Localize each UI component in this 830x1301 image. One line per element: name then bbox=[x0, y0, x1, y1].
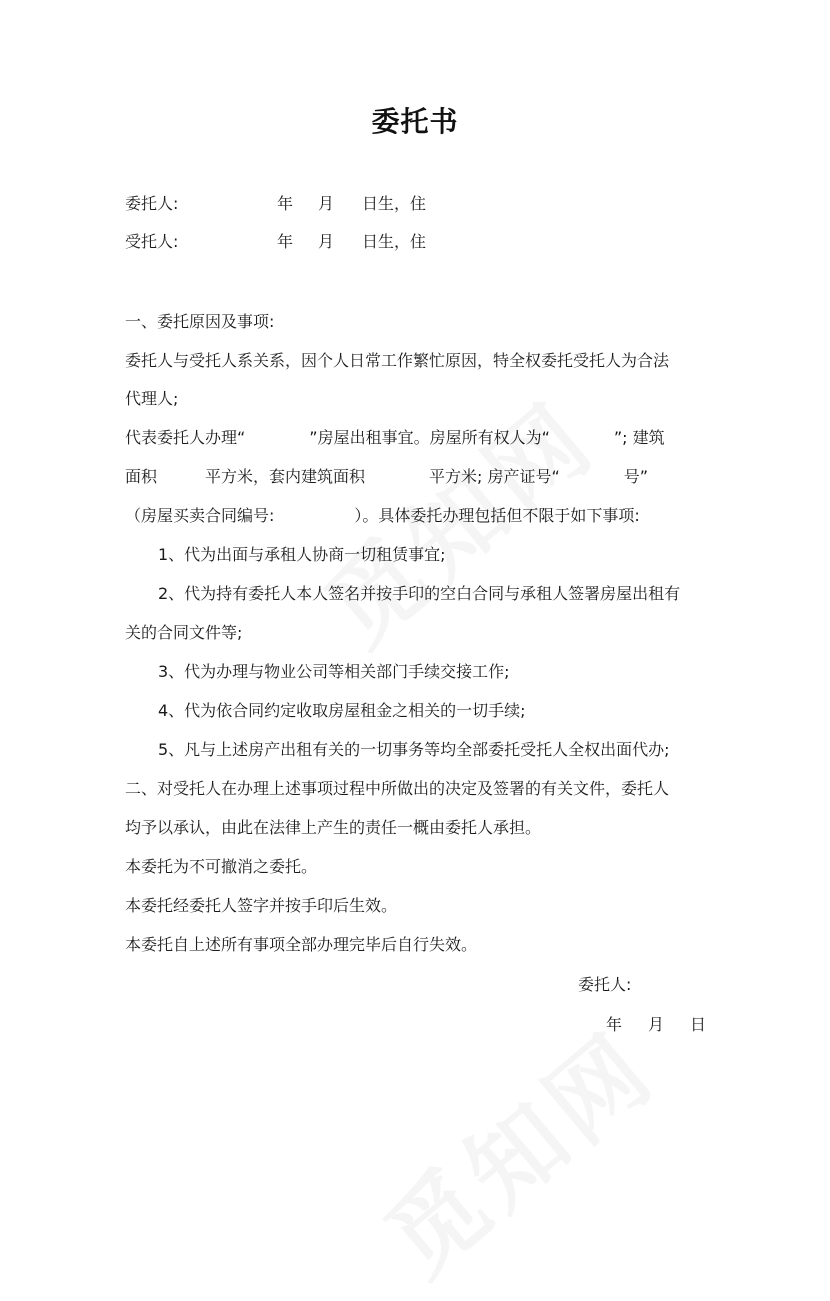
list-item: 1、代为出面与承租人协商一切租赁事宜; bbox=[158, 545, 446, 564]
body-line: 本委托为不可撤消之委托。 bbox=[125, 857, 318, 876]
signature-year: 年 bbox=[606, 1015, 623, 1034]
list-item: 3、代为办理与物业公司等相关部门手续交接工作; bbox=[158, 662, 510, 681]
list-item: 5、凡与上述房产出租有关的一切事务等均全部委托受托人全权出面代办; bbox=[158, 740, 670, 759]
signature-month: 月 bbox=[648, 1015, 665, 1034]
body-line: 均予以承认，由此在法律上产生的责任一概由委托人承担。 bbox=[125, 818, 542, 837]
principal-label: 委托人: bbox=[125, 194, 179, 213]
signature-label: 委托人: bbox=[578, 975, 632, 994]
year-label: 年 bbox=[277, 194, 294, 213]
list-item: 2、代为持有委托人本人签名并按手印的空白合同与承租人签署房屋出租有 bbox=[158, 584, 681, 603]
birth-residence-label: 日生，住 bbox=[362, 232, 427, 251]
month-label: 月 bbox=[318, 194, 335, 213]
watermark bbox=[352, 996, 679, 1301]
body-line: 代表委托人办理“ ”房屋出租事宜。房屋所有权人为“ ”; 建筑 bbox=[125, 428, 665, 447]
section-heading: 二、对受托人在办理上述事项过程中所做出的决定及签署的有关文件，委托人 bbox=[125, 779, 670, 798]
body-line: （房屋买卖合同编号: ）。具体委托办理包括但不限于如下事项: bbox=[125, 506, 640, 525]
list-item-continuation: 关的合同文件等; bbox=[125, 623, 243, 642]
month-label: 月 bbox=[318, 232, 335, 251]
section-heading: 一、委托原因及事项: bbox=[125, 312, 275, 331]
document-title: 委托书 bbox=[371, 105, 459, 138]
body-line: 委托人与受托人系关系，因个人日常工作繁忙原因，特全权委托受托人为合法 bbox=[125, 351, 670, 370]
birth-residence-label: 日生，住 bbox=[362, 194, 427, 213]
body-line: 面积 平方米，套内建筑面积 平方米; 房产证号“ 号” bbox=[125, 467, 649, 486]
body-line: 本委托自上述所有事项全部办理完毕后自行失效。 bbox=[125, 935, 478, 954]
signature-day: 日 bbox=[690, 1015, 707, 1034]
body-line: 代理人; bbox=[125, 389, 179, 408]
year-label: 年 bbox=[277, 232, 294, 251]
body-line: 本委托经委托人签字并按手印后生效。 bbox=[125, 896, 398, 915]
agent-label: 受托人: bbox=[125, 232, 179, 251]
list-item: 4、代为依合同约定收取房屋租金之相关的一切手续; bbox=[158, 701, 526, 720]
